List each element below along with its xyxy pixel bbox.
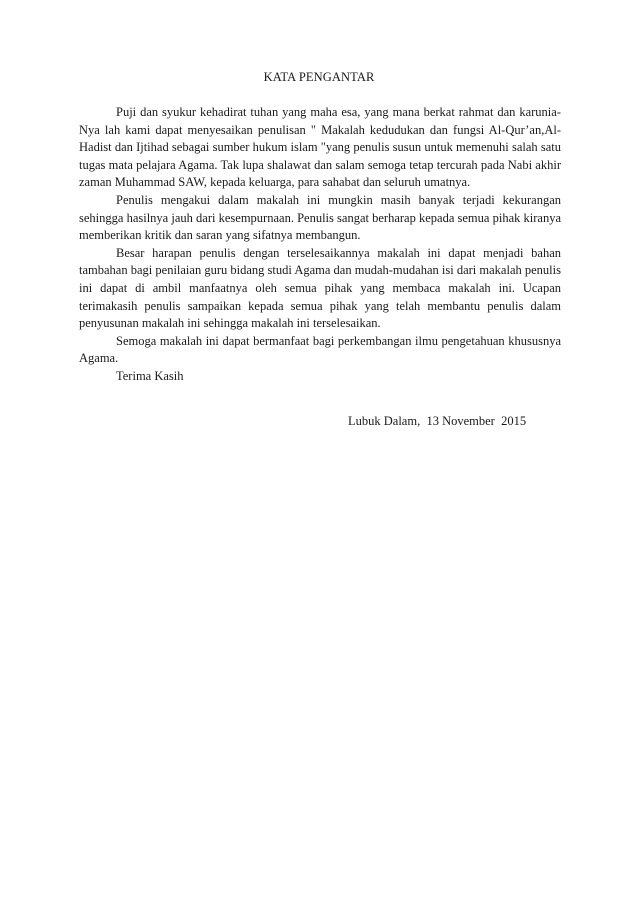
paragraph-opening: Puji dan syukur kehadirat tuhan yang maha esa, yang mana berkat rahmat dan karunia-Nya lah kami dapat menyesaikan penulisan " Makalah kedudukan dan fungsi Al-Qur’an,Al-Hadist dan Ijtihad sebagai sumber hukum islam "yang penulis susun untuk memenuhi salah satu tugas mata pelajara Agama. Tak lupa shalawat dan salam semoga tetap tercurah pada Nabi akhir zaman Muhammad SAW, kepada keluarga, para sahabat dan seluruh umatnya. bbox=[79, 105, 561, 190]
document-body bbox=[79, 104, 561, 386]
paragraph-hope: Besar harapan penulis dengan terselesaikannya makalah ini dapat menjadi bahan tambahan bagi penilaian guru bidang studi Agama dan mudah-mudahan isi dari makalah penulis ini dapat di ambil manfaatnya oleh semua pihak yang membaca makalah ini. Ucapan terimakasih penulis sampaikan kepada semua pihak yang telah membantu penulis dalam penyusunan makalah ini sehingga makalah ini terselesaikan. bbox=[79, 245, 561, 331]
place-date: Lubuk Dalam, 13 November 2015 bbox=[348, 414, 527, 428]
paragraph-acknowledgement: Penulis mengakui dalam makalah ini mungkin masih banyak terjadi kekurangan sehingga hasilnya jauh dari kesempurnaan. Penulis sangat berharap kepada semua pihak kiranya memberikan kritik dan saran yang sifatnya membangun. bbox=[79, 192, 561, 243]
closing-thanks: Terima Kasih bbox=[116, 368, 184, 383]
paragraph-benefit: Semoga makalah ini dapat bermanfaat bagi perkembangan ilmu pengetahuan khususnya Agama. bbox=[79, 333, 561, 366]
document-title: KATA PENGANTAR bbox=[263, 70, 375, 84]
